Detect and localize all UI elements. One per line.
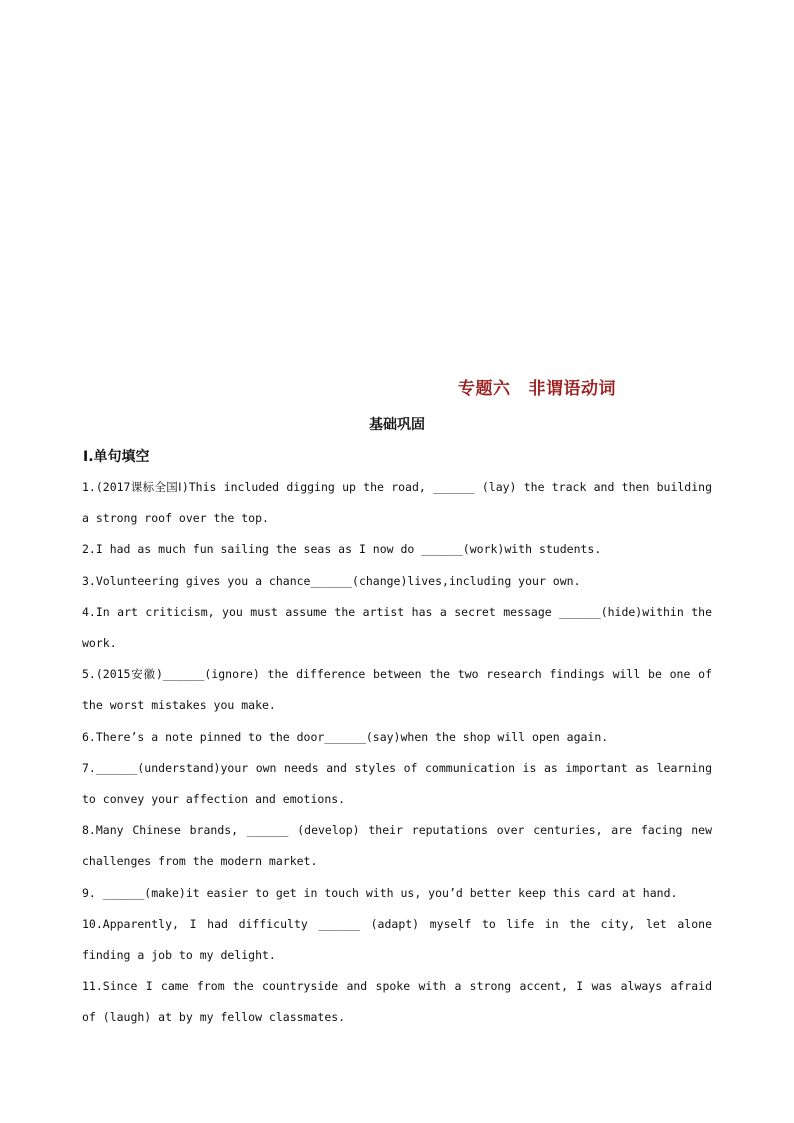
question-item: 7.______(understand)your own needs and styles of communication is as important as learning to convey your affection and emotions. <box>82 760 712 807</box>
question-list <box>82 472 712 1034</box>
page-title <box>458 374 616 399</box>
question-item: 3.Volunteering gives you a chance______(change)lives,including your own. <box>82 573 581 588</box>
question-item: 6.There’s a note pinned to the door______(say)when the shop will open again. <box>82 729 609 744</box>
question-item: 10.Apparently, I had difficulty ______ (adapt) myself to life in the city, let alone finding a job to my delight. <box>82 916 712 963</box>
section-heading: 基础巩固 <box>369 417 425 433</box>
question-item: 4.In art criticism, you must assume the artist has a secret message ______(hide)within the work. <box>82 604 712 651</box>
question-item: 2.I had as much fun sailing the seas as I now do ______(work)with students. <box>82 542 602 557</box>
question-item: 11.Since I came from the countryside and spoke with a strong accent, I was always afraid of (laugh) at by my fellow classmates. <box>82 979 712 1025</box>
part-heading: Ⅰ.单句填空 <box>83 449 150 465</box>
question-item: 9. ______(make)it easier to get in touch with us, you’d better keep this card at hand. <box>82 885 678 900</box>
question-item: 5.(2015安徽)______(ignore) the difference between the two research findings will be one of the worst mistakes you make. <box>82 667 712 713</box>
question-item: 8.Many Chinese brands, ______ (develop) their reputations over centuries, are facing new challenges from the modern market. <box>82 823 712 869</box>
question-item: 1.(2017课标全国Ⅰ)This included digging up the road, ______ (lay) the track and then building a strong roof over the top. <box>82 480 712 526</box>
title-topic-number: 专题六 <box>458 379 511 399</box>
title-topic-name: 非谓语动词 <box>528 379 616 399</box>
